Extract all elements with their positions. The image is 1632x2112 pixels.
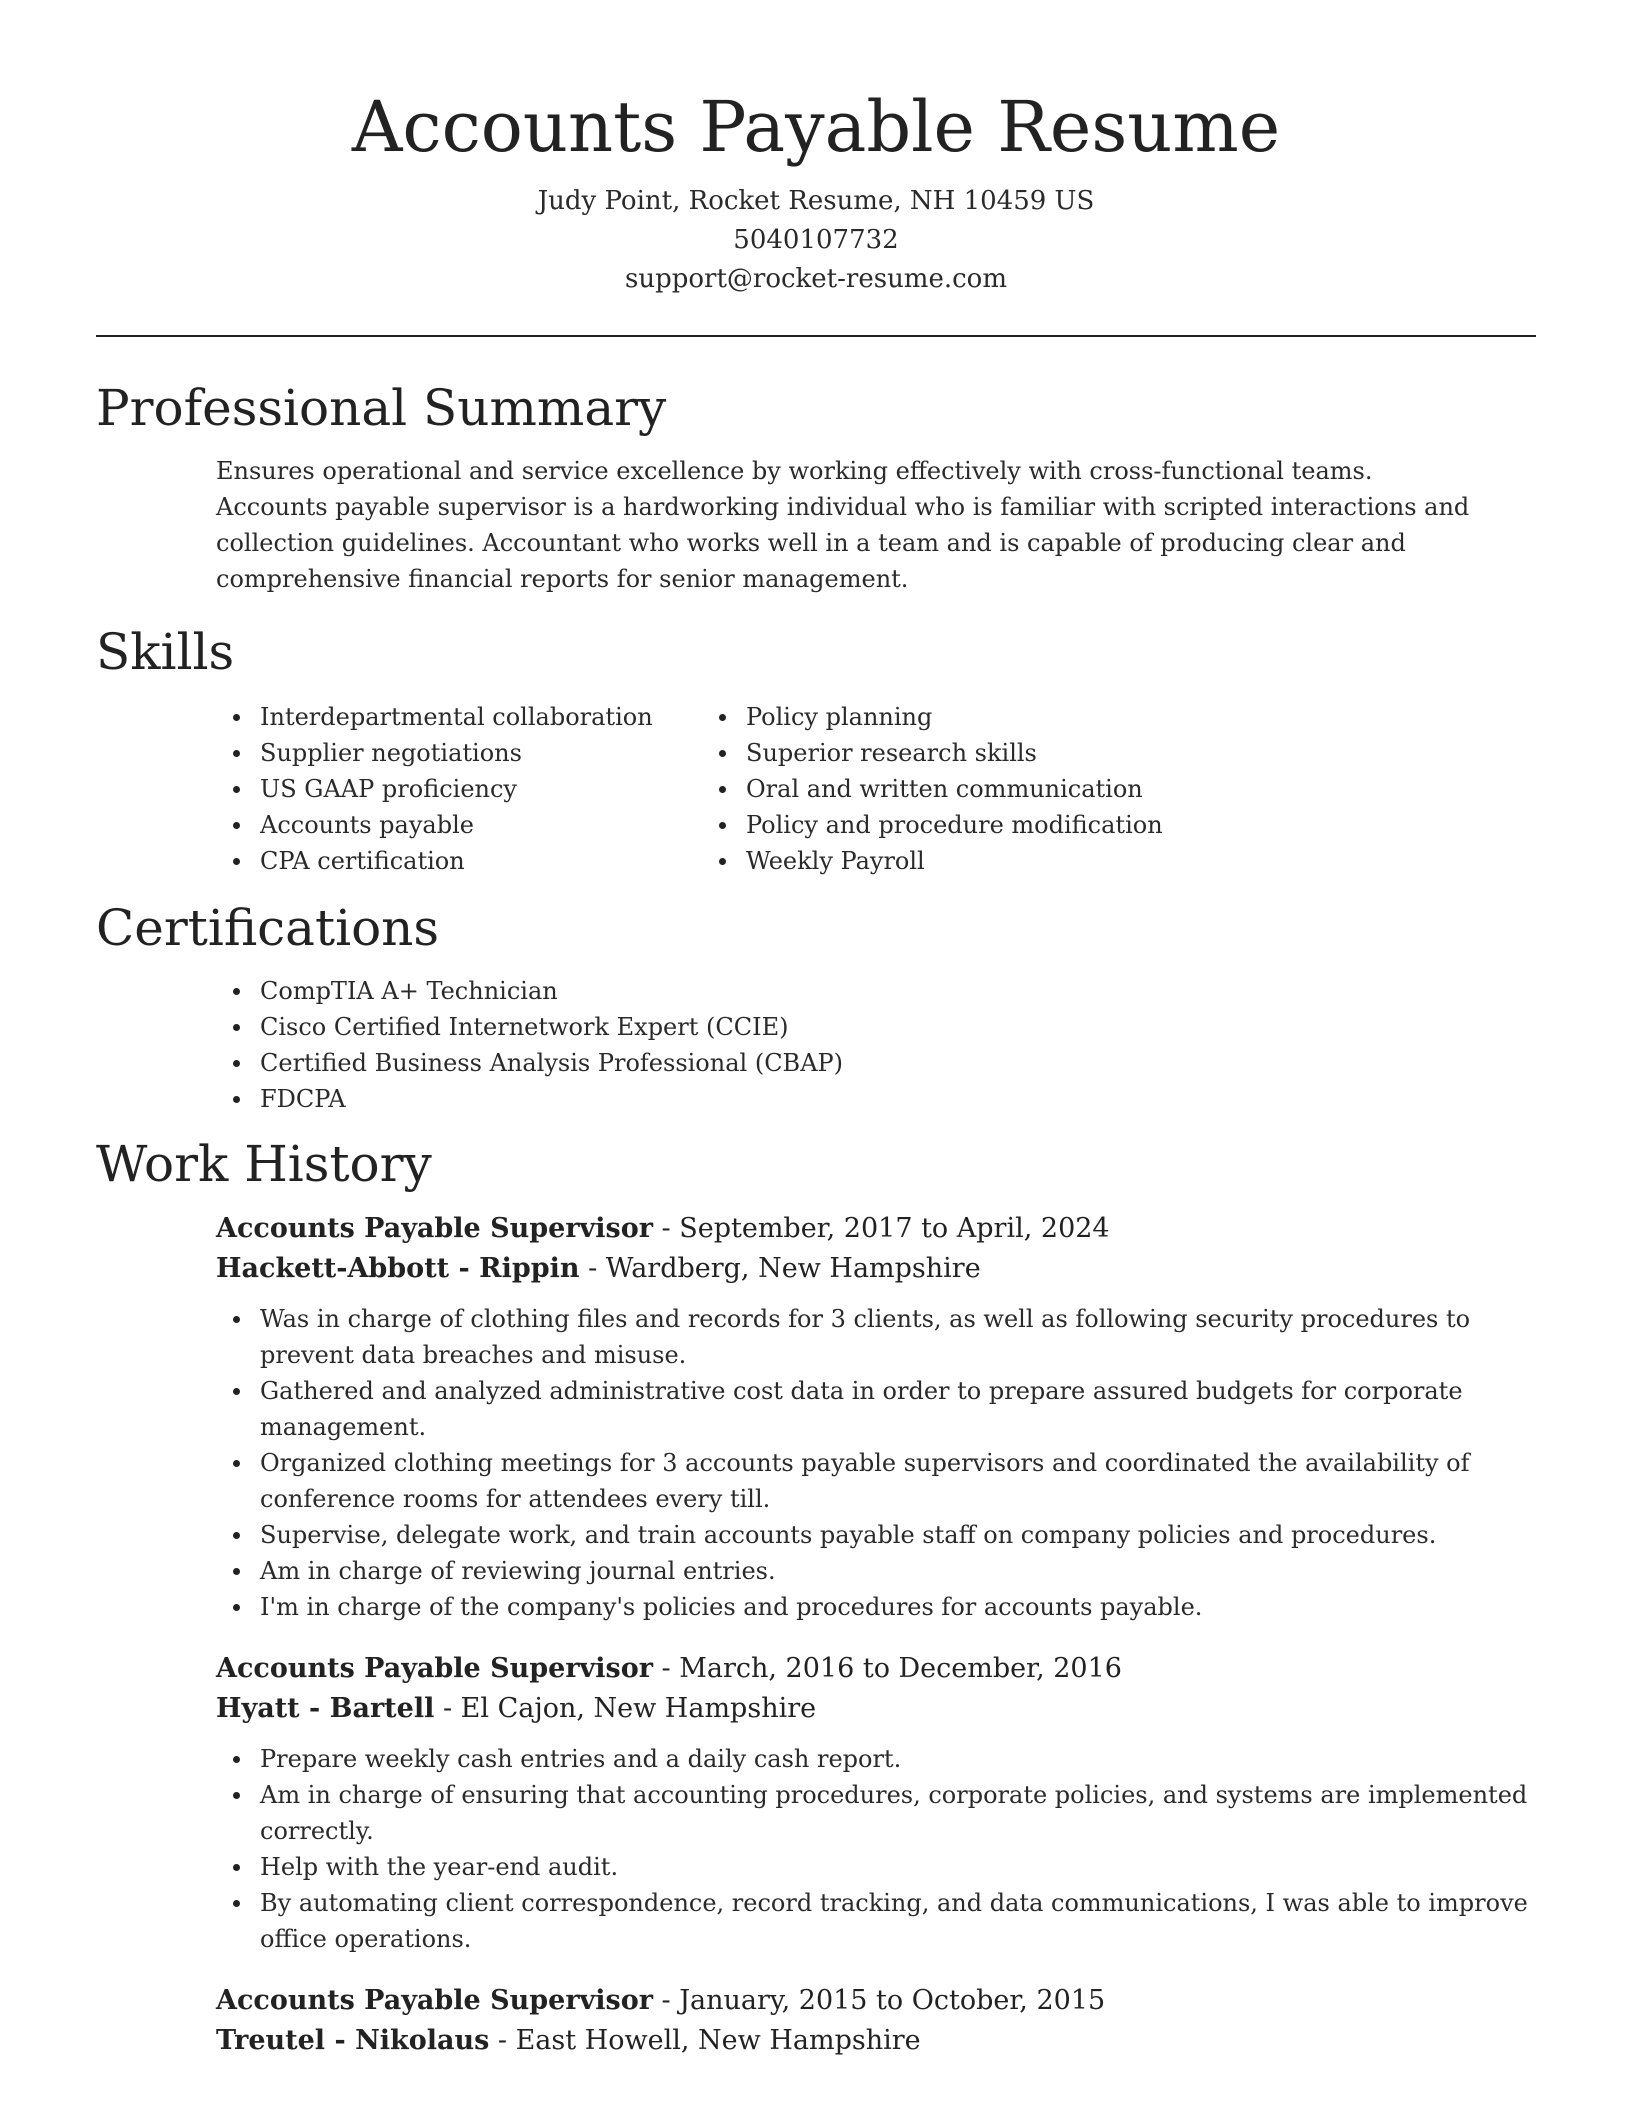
job-title-line: [216, 1981, 1536, 2021]
skills-grid: [96, 699, 1536, 879]
job-title: Accounts Payable Supervisor: [216, 1985, 653, 2016]
job-title-line: [216, 1649, 1536, 1689]
job-bullet: Organized clothing meetings for 3 accounts payable supervisors and coordinated the availability of conference rooms for attendees every till.: [260, 1445, 1550, 1517]
work-history-section: [96, 1133, 1536, 2061]
skills-list-left: [96, 699, 746, 879]
skill-item: CPA certification: [260, 843, 746, 879]
job-entry: [216, 1981, 1536, 2061]
certification-item: Certified Business Analysis Professional (CBAP): [260, 1045, 1536, 1081]
job-location: - El Cajon, New Hampshire: [434, 1693, 817, 1724]
summary-text: Ensures operational and service excellence by working effectively with cross-functional teams. Accounts payable supervisor is a hardworking individual who is familiar with scripted interactions and collection guidelines. Accountant who works well in a team and is capable of producing clear and comprehensive financial reports for senior management.: [216, 457, 1470, 593]
job-bullet: Help with the year-end audit.: [260, 1849, 1550, 1885]
phone-number: 5040107732: [733, 225, 899, 255]
skill-item: Supplier negotiations: [260, 735, 746, 771]
skill-item: Superior research skills: [746, 735, 1246, 771]
certification-item: FDCPA: [260, 1081, 1536, 1117]
job-dates: - January, 2015 to October, 2015: [652, 1985, 1106, 2016]
skill-item: Oral and written communication: [746, 771, 1246, 807]
job-location: - East Howell, New Hampshire: [489, 2025, 921, 2056]
work-history-heading: Work History: [96, 1135, 432, 1193]
email-address: support@rocket-resume.com: [624, 264, 1007, 294]
job-bullet: Supervise, delegate work, and train accounts payable staff on company policies and procedures.: [260, 1517, 1550, 1553]
header-divider: [96, 335, 1536, 337]
certification-item: Cisco Certified Internetwork Expert (CCIE): [260, 1009, 1536, 1045]
skills-heading: Skills: [96, 623, 235, 681]
job-bullet: By automating client correspondence, record tracking, and data communications, I was able to improve office operations.: [260, 1885, 1550, 1957]
skills-section: [96, 621, 1536, 879]
address: Judy Point, Rocket Resume, NH 10459 US: [537, 186, 1095, 216]
job-bullet: Am in charge of reviewing journal entries.: [260, 1553, 1550, 1589]
certifications-section: [96, 897, 1536, 1117]
job-company: Hyatt - Bartell: [216, 1693, 435, 1724]
job-company-line: [216, 1689, 1536, 1729]
skill-item: Interdepartmental collaboration: [260, 699, 746, 735]
job-company: Treutel - Nikolaus: [216, 2025, 490, 2056]
skill-item: Policy and procedure modification: [746, 807, 1246, 843]
job-company-line: [216, 1249, 1536, 1289]
job-bullet: Gathered and analyzed administrative cost data in order to prepare assured budgets for corporate management.: [260, 1373, 1550, 1445]
job-bullet: Am in charge of ensuring that accounting procedures, corporate policies, and systems are implemented correctly.: [260, 1777, 1550, 1849]
job-dates: - September, 2017 to April, 2024: [652, 1213, 1110, 1244]
resume-header: [96, 0, 1536, 299]
certifications-list: [96, 973, 1536, 1117]
skill-item: Accounts payable: [260, 807, 746, 843]
job-dates: - March, 2016 to December, 2016: [652, 1653, 1122, 1684]
skill-item: Weekly Payroll: [746, 843, 1246, 879]
resume-page: [96, 0, 1536, 2061]
job-title-line: [216, 1209, 1536, 1249]
job-bullet: I'm in charge of the company's policies and procedures for accounts payable.: [260, 1589, 1550, 1625]
job-company-line: [216, 2021, 1536, 2061]
summary-section: [96, 377, 1536, 597]
job-bullet: Was in charge of clothing files and records for 3 clients, as well as following security procedures to prevent data breaches and misuse.: [260, 1301, 1550, 1373]
summary-heading: Professional Summary: [96, 379, 667, 437]
skill-item: US GAAP proficiency: [260, 771, 746, 807]
job-bullets: [216, 1741, 1550, 1957]
skill-item: Policy planning: [746, 699, 1246, 735]
certification-item: CompTIA A+ Technician: [260, 973, 1536, 1009]
job-entry: [216, 1649, 1536, 1957]
job-title: Accounts Payable Supervisor: [216, 1653, 653, 1684]
job-bullet: Prepare weekly cash entries and a daily cash report.: [260, 1741, 1550, 1777]
job-bullets: [216, 1301, 1550, 1625]
job-company: Hackett-Abbott - Rippin: [216, 1253, 580, 1284]
certifications-heading: Certifications: [96, 899, 440, 957]
job-entry: [216, 1209, 1536, 1625]
resume-title: Accounts Payable Resume: [351, 86, 1281, 168]
job-title: Accounts Payable Supervisor: [216, 1213, 653, 1244]
job-location: - Wardberg, New Hampshire: [579, 1253, 981, 1284]
